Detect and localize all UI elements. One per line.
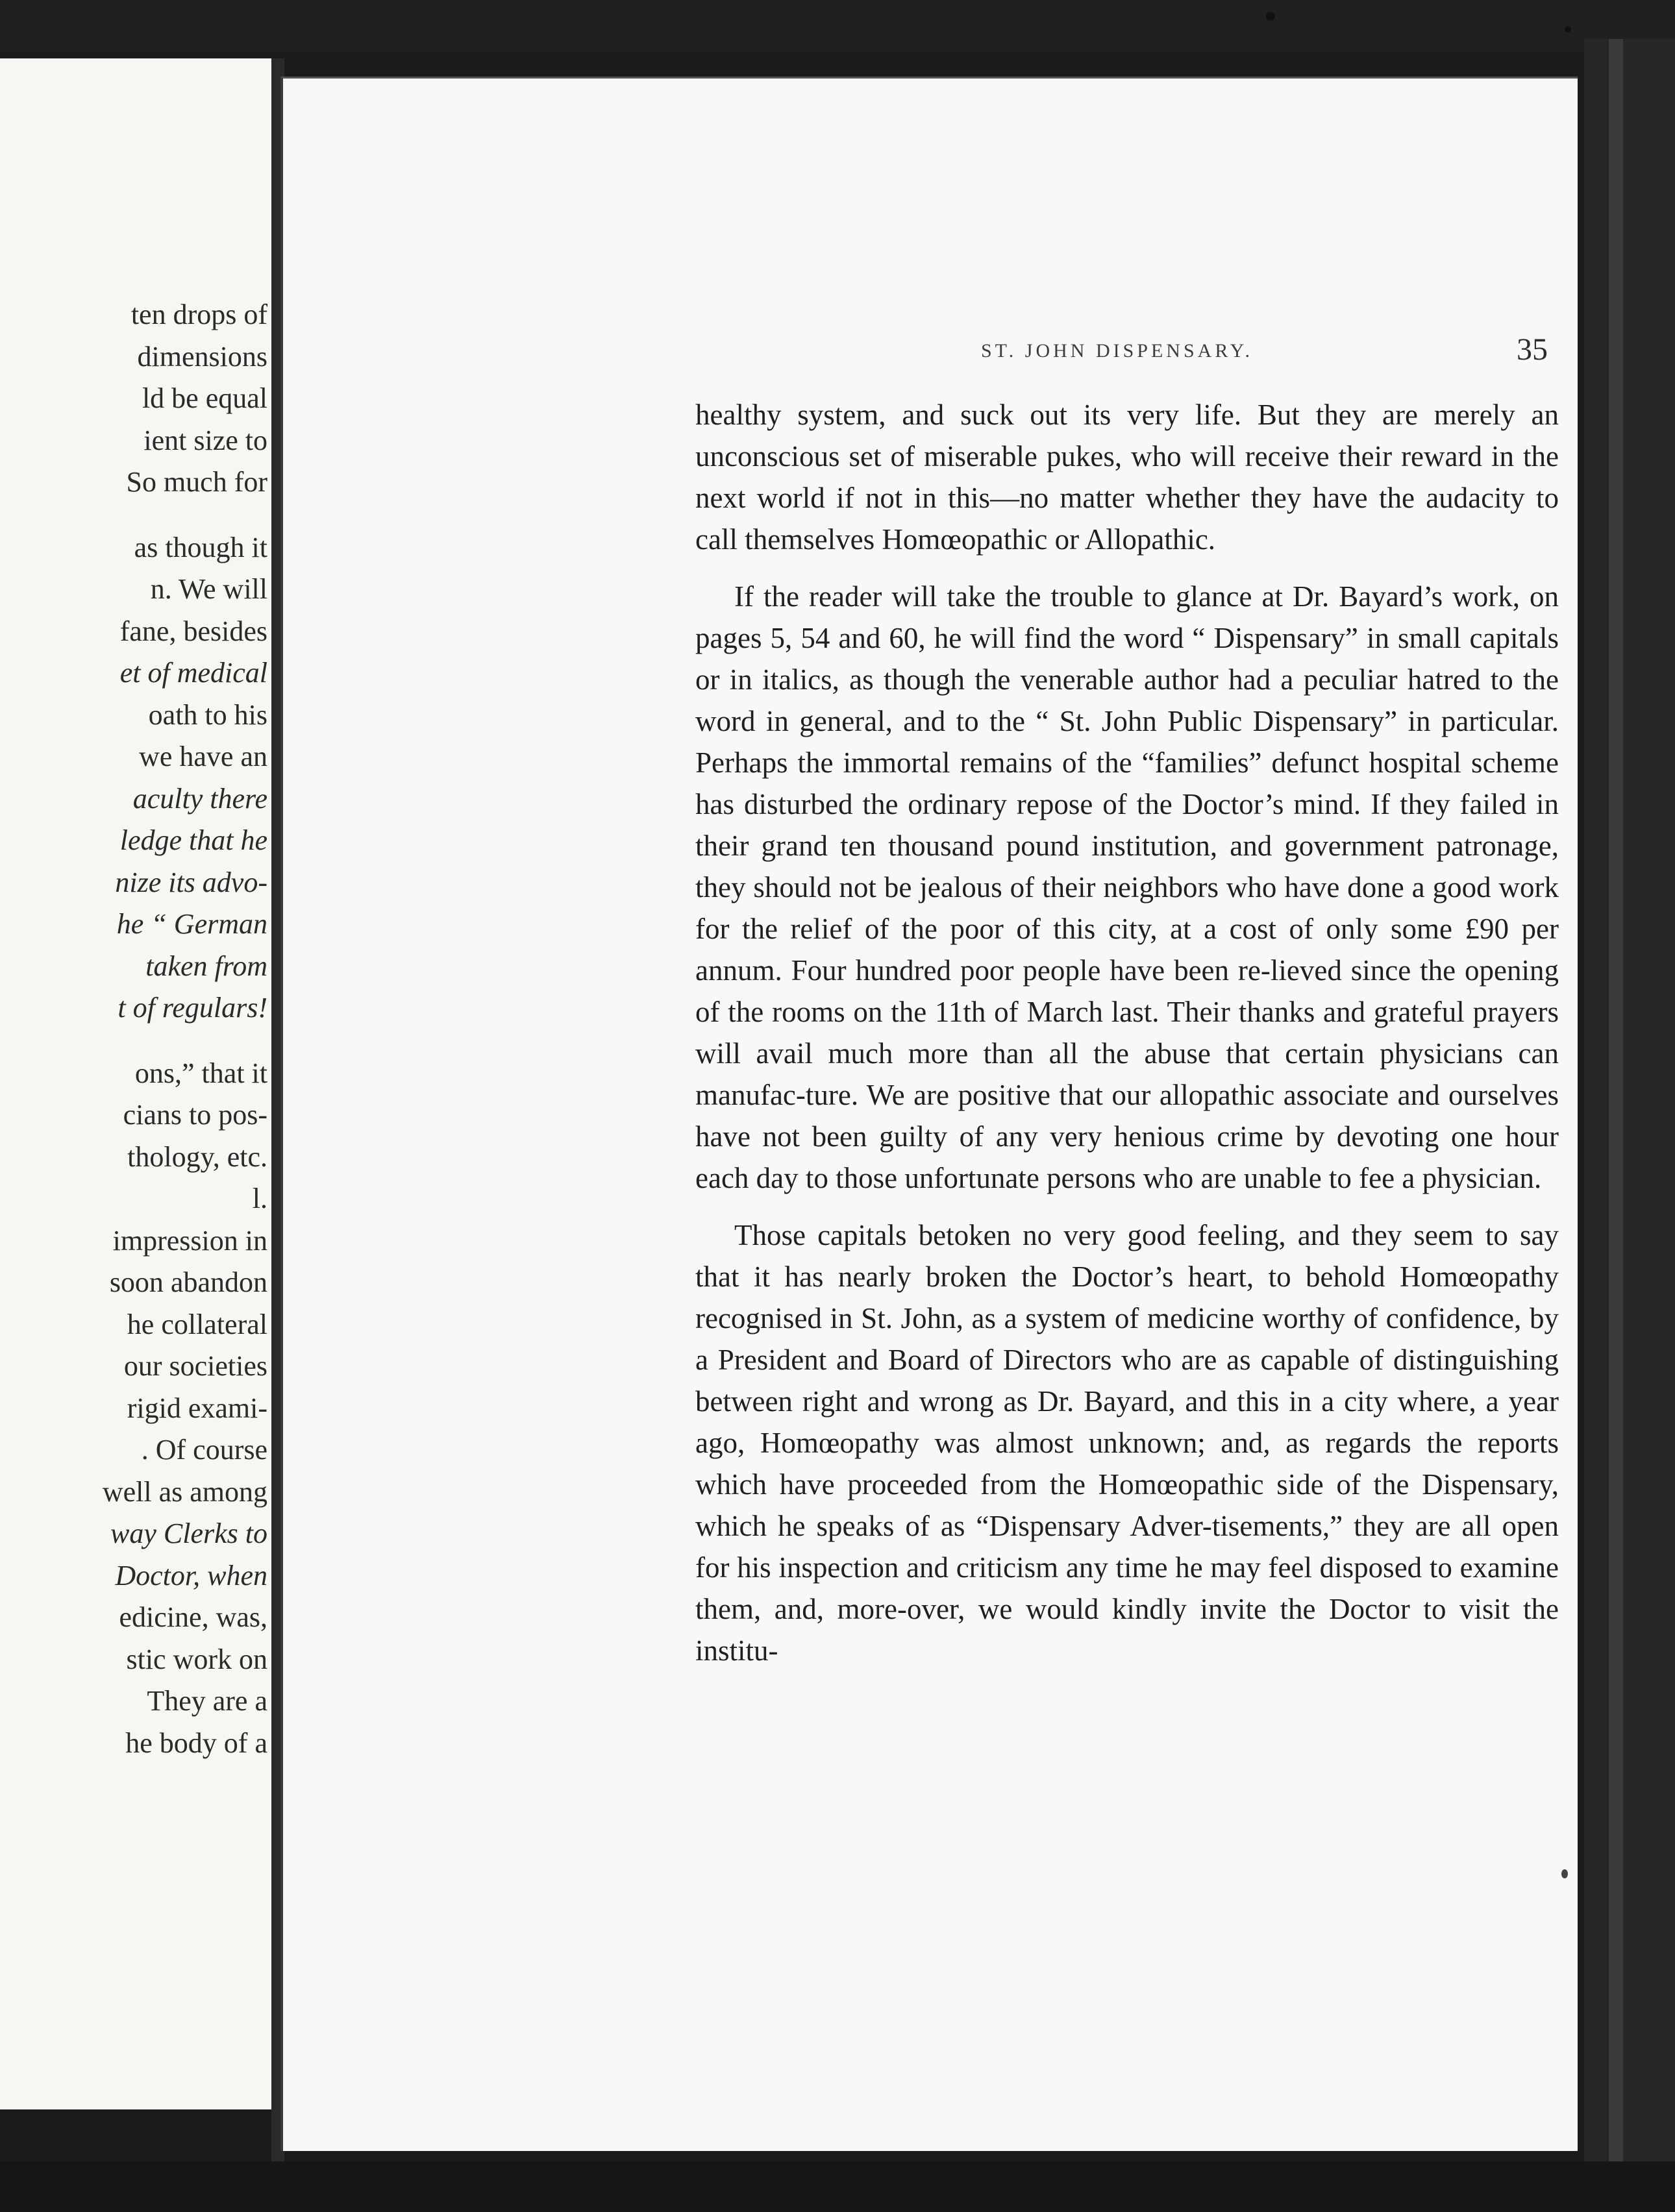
left-page-line: thology, etc. [127, 1140, 267, 1173]
left-page-line: well as among [102, 1475, 267, 1508]
left-page-line: impression in [112, 1224, 267, 1257]
left-page-line: ledge that he [119, 824, 267, 856]
left-page-line: he body of a [125, 1727, 267, 1759]
scan-border-top [0, 0, 1675, 52]
left-page-line: They are a [147, 1685, 267, 1717]
scan-border-bottom [0, 2161, 1675, 2212]
page-number: 35 [1517, 332, 1548, 367]
left-page-line: Doctor, when [115, 1559, 267, 1591]
left-page-line: nize its advo- [115, 866, 267, 898]
left-page-line: aculty there [132, 782, 267, 815]
left-page-line: soon abandon [109, 1266, 267, 1298]
left-page [0, 58, 274, 2109]
left-page-line: ten drops of [130, 299, 267, 330]
scan-border-right-inner [1609, 39, 1623, 2181]
right-page [280, 77, 1578, 2151]
scan-border-right [1584, 39, 1675, 2181]
scan-speck [1561, 1869, 1568, 1878]
left-page-line: ons,” that it [134, 1057, 267, 1089]
left-page-line: rigid exami- [127, 1392, 267, 1424]
left-page-line: n. We will [150, 573, 267, 605]
left-page-line: dimensions [137, 340, 267, 373]
left-page-line: edicine, was, [119, 1601, 267, 1633]
left-page-line: taken from [145, 950, 267, 982]
left-page-line: So much for [126, 466, 267, 498]
body-text [695, 394, 1559, 1687]
paragraph-3: Those capitals betoken no very good feeling, and they seem to say that it has nearly broken the Doctor’s heart, to behold Homœopathy recognised in St. John, as a system of medicine worthy of confidence, by a President and Board of Directors who are as capable of distinguishing between right and wrong as Dr. Bayard, and this in a city where, a year ago, Homœopathy was almost unknown; and, as regards the reports which have proceeded from the Homœopathic side of the Dispensary, which he speaks of as “Dispensary Adver-tisements,” they are all open for his inspection and criticism any time he may feel disposed to examine them, and, more-over, we would kindly invite the Doctor to visit the institu- [695, 1219, 1559, 1667]
left-page-line: our societies [123, 1350, 267, 1382]
left-page-line: he collateral [127, 1308, 267, 1340]
left-page-line: t of regulars! [118, 992, 267, 1024]
paragraph-2: If the reader will take the trouble to glance at Dr. Bayard’s work, on pages 5, 54 and 60, he will find the word “ Dispensary” in small capitals or in italics, as though the venerable author had a peculiar hatred to the word in general, and to the “ St. John Public Dispensary” in particular. Perhaps the immortal remains of the “families” defunct hospital scheme has disturbed the ordinary repose of the Doctor’s mind. If they failed in their grand ten thousand pound institution, and government patronage, they should not be jealous of their neighbors who have done a good work for the relief of the poor of this city, at a cost of only some £90 per annum. Four hundred poor people have been re-lieved since the opening of the rooms on the 11th of March last. Their thanks and grateful prayers will avail much more than all the abuse that certain physicians can manufac-ture. We are positive that our allopathic associate and ourselves have not been guilty of any very henious crime by devoting one hour each day to those unfortunate persons who are unable to fee a physician. [695, 580, 1559, 1194]
left-page-line: . Of course [141, 1434, 267, 1466]
scan-speck [1266, 12, 1275, 21]
left-page-line: way Clerks to [110, 1518, 267, 1549]
left-page-line: we have an [139, 741, 267, 772]
left-page-line: he “ German [116, 908, 267, 940]
left-page-line: cians to pos- [123, 1099, 267, 1131]
running-head: ST. JOHN DISPENSARY. [981, 340, 1253, 362]
left-page-line: et of medical [119, 657, 267, 689]
scan-speck [1565, 26, 1571, 32]
left-page-line: ient size to [143, 424, 267, 456]
left-page-line: oath to his [148, 698, 267, 731]
left-page-line: ld be equal [142, 382, 267, 414]
left-page-line: l. [252, 1183, 267, 1214]
left-page-line: stic work on [126, 1643, 267, 1675]
paragraph-1: healthy system, and suck out its very life. But they are merely an unconscious set of miserable pukes, who will receive their reward in the next world if not in this—no matter whether they have the audacity to call themselves Homœopathic or Allopathic. [695, 399, 1559, 556]
left-page-line: fane, besides [119, 615, 267, 647]
left-page-line: as though it [134, 531, 267, 563]
